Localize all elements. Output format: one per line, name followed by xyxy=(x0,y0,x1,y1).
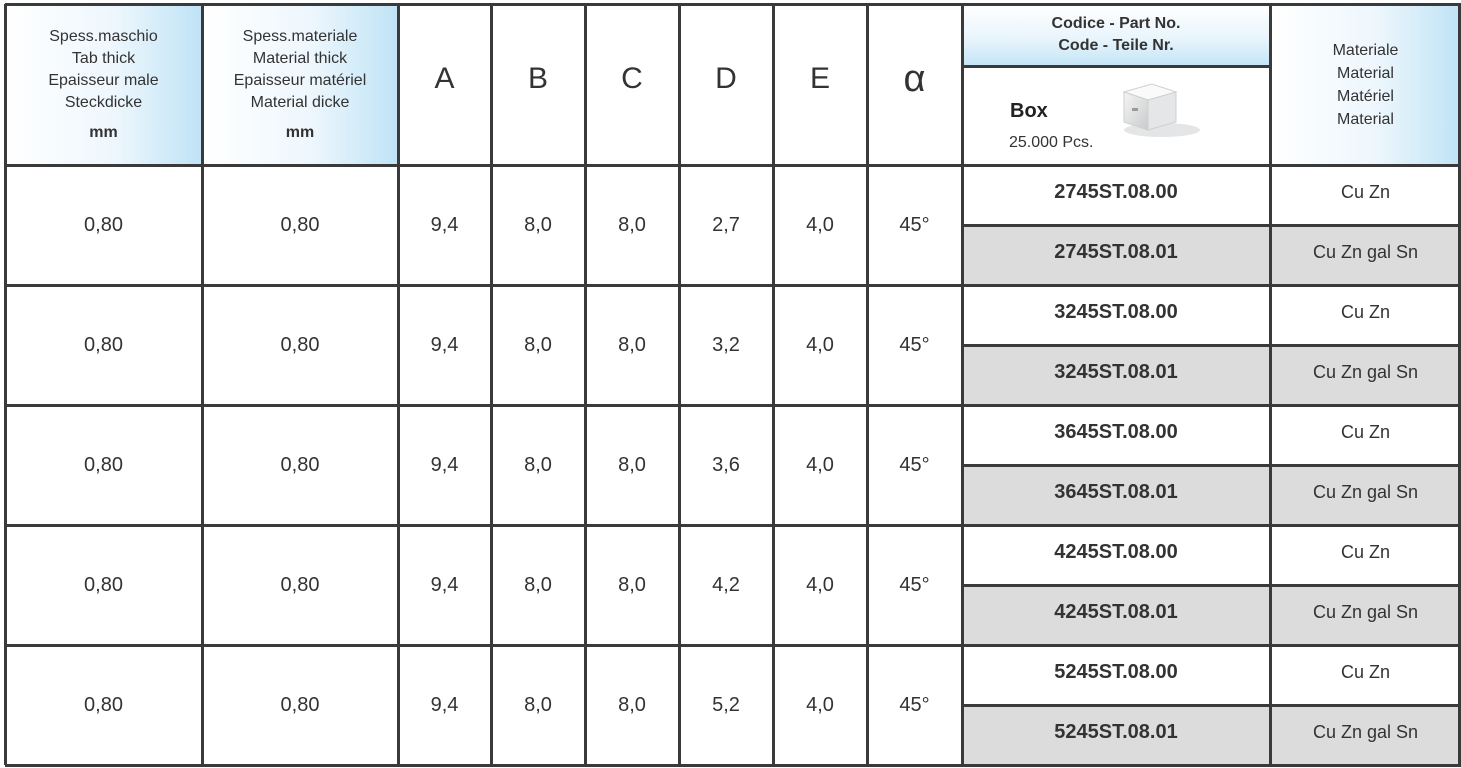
part-material xyxy=(1270,345,1461,405)
header-angle-alpha xyxy=(867,4,962,154)
part-code xyxy=(962,165,1270,225)
cell-angle xyxy=(867,645,962,765)
part-code xyxy=(962,525,1270,585)
header-dim-a xyxy=(398,4,491,154)
cell-dim-c-value: 8,0 xyxy=(618,333,646,356)
cell-angle xyxy=(867,165,962,285)
part-material-value: Cu Zn xyxy=(1340,302,1391,322)
part-code-value: 4245ST.08.01 xyxy=(1054,601,1178,623)
part-code-value: 2745ST.08.00 xyxy=(1054,181,1178,203)
cell-tab-thick-value: 0,80 xyxy=(84,453,123,476)
part-code-value: 5245ST.08.01 xyxy=(1054,721,1178,743)
header-dim-letter: B xyxy=(527,62,548,95)
cell-dim-d-value: 2,7 xyxy=(712,213,740,236)
cell-dim-d-value: 4,2 xyxy=(712,573,740,596)
part-material-value: Cu Zn gal Sn xyxy=(1312,722,1419,742)
cell-dim-b xyxy=(491,525,585,645)
cell-tab-thick-value: 0,80 xyxy=(84,333,123,356)
part-material xyxy=(1270,165,1461,225)
header-dim-letter: C xyxy=(621,62,643,95)
cell-angle-value: 45° xyxy=(899,333,930,356)
cell-dim-a-value: 9,4 xyxy=(430,693,459,716)
cell-dim-a xyxy=(398,525,491,645)
header-dim-c xyxy=(585,4,679,154)
cell-dim-a xyxy=(398,285,491,405)
grid-line xyxy=(962,65,1270,68)
cell-dim-e xyxy=(773,525,867,645)
cell-dim-c xyxy=(585,405,679,525)
part-material-value: Cu Zn gal Sn xyxy=(1312,602,1419,622)
part-code-value: 2745ST.08.01 xyxy=(1054,241,1178,263)
grid-line xyxy=(678,4,681,765)
part-material xyxy=(1270,525,1461,585)
part-code xyxy=(962,285,1270,345)
header-material-line: Material xyxy=(1337,110,1394,128)
cell-dim-d xyxy=(679,285,773,405)
cell-material-thick-value: 0,80 xyxy=(280,573,320,596)
cell-dim-b xyxy=(491,645,585,765)
cell-tab-thick-value: 0,80 xyxy=(84,573,123,596)
cell-dim-b xyxy=(491,405,585,525)
header-material-thick-line: Material dicke xyxy=(250,93,350,111)
part-material xyxy=(1270,225,1461,285)
cell-material-thick-value: 0,80 xyxy=(280,453,320,476)
cell-tab-thick xyxy=(5,285,202,405)
header-box xyxy=(962,66,1270,165)
grid-line xyxy=(962,344,1461,347)
cell-angle xyxy=(867,285,962,405)
cell-material-thick xyxy=(202,525,398,645)
grid-line xyxy=(5,524,1461,527)
header-dim-letter: A xyxy=(434,62,455,95)
header-code-title-line: Code - Teile Nr. xyxy=(1058,37,1174,54)
cell-dim-e xyxy=(773,645,867,765)
header-material-thick-line: Spess.materiale xyxy=(242,27,358,45)
part-material-value: Cu Zn gal Sn xyxy=(1312,242,1419,262)
header-code-title xyxy=(962,4,1270,66)
part-code-value: 4245ST.08.00 xyxy=(1054,541,1178,563)
part-code-value: 3245ST.08.01 xyxy=(1054,361,1178,383)
cell-material-thick xyxy=(202,285,398,405)
grid-line xyxy=(5,164,1461,167)
part-material xyxy=(1270,585,1461,645)
cell-dim-b-value: 8,0 xyxy=(524,213,552,236)
grid-line xyxy=(5,3,1461,6)
grid-line xyxy=(866,4,869,765)
cell-dim-e xyxy=(773,165,867,285)
part-code xyxy=(962,465,1270,525)
part-material-value: Cu Zn xyxy=(1340,422,1391,442)
part-material-value: Cu Zn gal Sn xyxy=(1312,362,1419,382)
header-material-thick-line: Material thick xyxy=(252,49,348,67)
part-material-value: Cu Zn xyxy=(1340,662,1391,682)
box-label: Box xyxy=(1010,100,1048,122)
box-icon xyxy=(1112,78,1202,145)
header-material-thick-unit: mm xyxy=(285,123,315,141)
cell-dim-c xyxy=(585,525,679,645)
cell-angle xyxy=(867,405,962,525)
cell-dim-a xyxy=(398,645,491,765)
part-material-value: Cu Zn xyxy=(1340,182,1391,202)
grid-line xyxy=(962,224,1461,227)
cell-angle-value: 45° xyxy=(899,453,930,476)
grid-line xyxy=(4,4,7,765)
cell-dim-d-value: 3,2 xyxy=(712,333,740,356)
cell-dim-c xyxy=(585,165,679,285)
cell-dim-b-value: 8,0 xyxy=(524,693,552,716)
part-material-value: Cu Zn gal Sn xyxy=(1312,482,1419,502)
cell-dim-c xyxy=(585,645,679,765)
cell-material-thick xyxy=(202,405,398,525)
part-code xyxy=(962,705,1270,765)
cell-dim-b-value: 8,0 xyxy=(524,573,552,596)
header-material xyxy=(1270,4,1461,165)
part-code-value: 3245ST.08.00 xyxy=(1054,301,1178,323)
cell-dim-a-value: 9,4 xyxy=(430,573,459,596)
grid-line xyxy=(490,4,493,765)
part-material xyxy=(1270,405,1461,465)
cell-angle-value: 45° xyxy=(899,693,930,716)
header-material-line: Material xyxy=(1337,64,1394,82)
cell-angle xyxy=(867,525,962,645)
cell-dim-b-value: 8,0 xyxy=(524,333,552,356)
header-tab-thick-line: Tab thick xyxy=(71,49,136,67)
cell-angle-value: 45° xyxy=(899,573,930,596)
grid-line xyxy=(1269,4,1272,765)
part-material xyxy=(1270,705,1461,765)
cell-dim-a xyxy=(398,165,491,285)
cell-dim-d-value: 3,6 xyxy=(712,453,740,476)
header-material-line: Materiale xyxy=(1332,41,1399,59)
grid-line xyxy=(584,4,587,765)
cell-tab-thick xyxy=(5,165,202,285)
cell-angle-value: 45° xyxy=(899,213,930,236)
part-code-value: 5245ST.08.00 xyxy=(1054,661,1178,683)
header-tab-thick-line: Spess.maschio xyxy=(49,27,158,45)
cell-dim-c xyxy=(585,285,679,405)
header-tab-thick-line: Steckdicke xyxy=(64,93,143,111)
header-dim-d xyxy=(679,4,773,154)
grid-line xyxy=(5,404,1461,407)
part-code xyxy=(962,405,1270,465)
header-code-title-line: Codice - Part No. xyxy=(1051,15,1181,32)
cell-dim-e-value: 4,0 xyxy=(806,693,834,716)
header-dim-b xyxy=(491,4,585,154)
cell-dim-a-value: 9,4 xyxy=(430,213,459,236)
cell-dim-d xyxy=(679,525,773,645)
cell-dim-b-value: 8,0 xyxy=(524,453,552,476)
cell-dim-b xyxy=(491,285,585,405)
cell-dim-e-value: 4,0 xyxy=(806,333,834,356)
cell-dim-a xyxy=(398,405,491,525)
header-dim-e xyxy=(773,4,867,154)
box-qty: 25.000 Pcs. xyxy=(1009,134,1094,151)
grid-line xyxy=(5,644,1461,647)
header-material-thick-line: Epaisseur matériel xyxy=(233,71,367,89)
cell-dim-e xyxy=(773,405,867,525)
cell-dim-a-value: 9,4 xyxy=(430,453,459,476)
header-dim-letter: E xyxy=(809,62,830,95)
cell-dim-c-value: 8,0 xyxy=(618,213,646,236)
grid-line xyxy=(962,464,1461,467)
cell-material-thick xyxy=(202,645,398,765)
cell-dim-c-value: 8,0 xyxy=(618,693,646,716)
cell-dim-e-value: 4,0 xyxy=(806,213,834,236)
header-tab-thick xyxy=(5,4,202,165)
cell-dim-c-value: 8,0 xyxy=(618,573,646,596)
header-material-thick xyxy=(202,4,398,165)
cell-dim-e-value: 4,0 xyxy=(806,573,834,596)
cell-dim-d xyxy=(679,165,773,285)
cell-dim-c-value: 8,0 xyxy=(618,453,646,476)
grid-line xyxy=(772,4,775,765)
part-material xyxy=(1270,645,1461,705)
cell-tab-thick-value: 0,80 xyxy=(84,693,123,716)
part-material xyxy=(1270,465,1461,525)
grid-line xyxy=(5,284,1461,287)
cell-material-thick-value: 0,80 xyxy=(280,693,320,716)
header-tab-thick-line: Epaisseur male xyxy=(48,71,159,89)
cell-material-thick xyxy=(202,165,398,285)
header-material-line: Matériel xyxy=(1337,87,1394,105)
grid-line xyxy=(201,4,204,765)
grid-line xyxy=(5,764,1461,767)
cell-dim-b xyxy=(491,165,585,285)
cell-tab-thick xyxy=(5,405,202,525)
part-code-value: 3645ST.08.01 xyxy=(1054,481,1178,503)
grid-line xyxy=(397,4,400,765)
cell-dim-a-value: 9,4 xyxy=(430,333,459,356)
part-code xyxy=(962,645,1270,705)
cell-dim-d xyxy=(679,405,773,525)
cell-dim-e xyxy=(773,285,867,405)
part-code xyxy=(962,225,1270,285)
header-angle-symbol: α xyxy=(903,57,926,100)
header-tab-thick-unit: mm xyxy=(89,123,118,141)
part-material-value: Cu Zn xyxy=(1340,542,1391,562)
cell-tab-thick xyxy=(5,645,202,765)
part-code-value: 3645ST.08.00 xyxy=(1054,421,1178,443)
cell-dim-d xyxy=(679,645,773,765)
cell-tab-thick xyxy=(5,525,202,645)
grid-line xyxy=(962,704,1461,707)
cell-tab-thick-value: 0,80 xyxy=(84,213,123,236)
part-code xyxy=(962,345,1270,405)
cell-material-thick-value: 0,80 xyxy=(280,333,320,356)
cell-material-thick-value: 0,80 xyxy=(280,213,320,236)
header-dim-letter: D xyxy=(715,62,737,95)
part-code xyxy=(962,585,1270,645)
grid-line xyxy=(961,4,964,765)
grid-line xyxy=(962,584,1461,587)
cell-dim-e-value: 4,0 xyxy=(806,453,834,476)
part-material xyxy=(1270,285,1461,345)
cell-dim-d-value: 5,2 xyxy=(712,693,740,716)
